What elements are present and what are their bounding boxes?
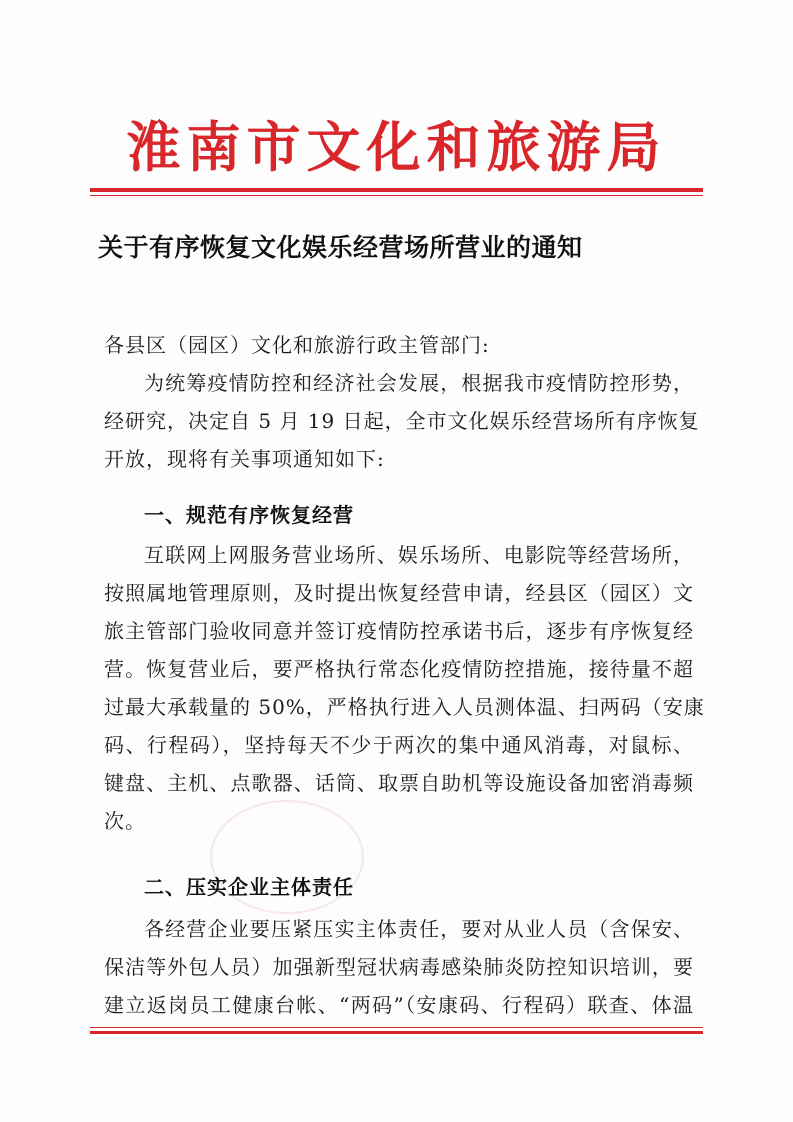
letterhead-rule-thick xyxy=(90,188,703,192)
intro-line: 为统筹疫情防控和经济社会发展，根据我市疫情防控形势， xyxy=(144,371,694,395)
section-1-line: 次。 xyxy=(104,809,146,833)
section-heading-1: 一、规范有序恢复经营 xyxy=(144,503,354,527)
section-heading-2: 二、压实企业主体责任 xyxy=(144,875,354,899)
section-1-line: 互联网上网服务营业场所、娱乐场所、电影院等经营场所， xyxy=(144,543,694,567)
section-1-line: 营。恢复营业后，要严格执行常态化疫情防控措施，接待量不超 xyxy=(104,657,694,681)
footer-rule-thick xyxy=(90,1031,703,1034)
intro-paragraph xyxy=(104,366,700,480)
salutation-text: 各县区（园区）文化和旅游行政主管部门: xyxy=(104,333,490,357)
section-2-line: 建立返岗员工健康台帐、“两码”（安康码、行程码）联查、体温 xyxy=(104,993,694,1017)
document-title: 关于有序恢复文化娱乐经营场所营业的通知 xyxy=(98,233,583,262)
letterhead-org-name: 淮南市文化和旅游局 xyxy=(126,116,667,179)
salutation xyxy=(104,328,694,366)
section-2-line: 各经营企业要压紧压实主体责任，要对从业人员（含保安、 xyxy=(144,917,694,941)
section-1-line: 过最大承载量的 50%，严格执行进入人员测体温、扫两码（安康 xyxy=(104,695,705,719)
section-2-line: 保洁等外包人员）加强新型冠状病毒感染肺炎防控知识培训，要 xyxy=(104,955,694,979)
footer-rule-thin xyxy=(90,1027,703,1028)
section-1-line: 旅主管部门验收同意并签订疫情防控承诺书后，逐步有序恢复经 xyxy=(104,619,694,643)
section-2-paragraph xyxy=(104,912,694,1026)
letterhead-rule-thin xyxy=(90,195,703,196)
section-1-line: 键盘、主机、点歌器、话筒、取票自助机等设施设备加密消毒频 xyxy=(104,771,694,795)
intro-line: 经研究，决定自 5 月 19 日起，全市文化娱乐经营场所有序恢复 xyxy=(104,409,700,433)
intro-line: 开放，现将有关事项通知如下: xyxy=(104,447,385,471)
section-1-line: 码、行程码），坚持每天不少于两次的集中通风消毒，对鼠标、 xyxy=(104,733,694,757)
section-1-line: 按照属地管理原则，及时提出恢复经营申请，经县区（园区）文 xyxy=(104,581,694,605)
section-1-paragraph xyxy=(104,538,705,842)
